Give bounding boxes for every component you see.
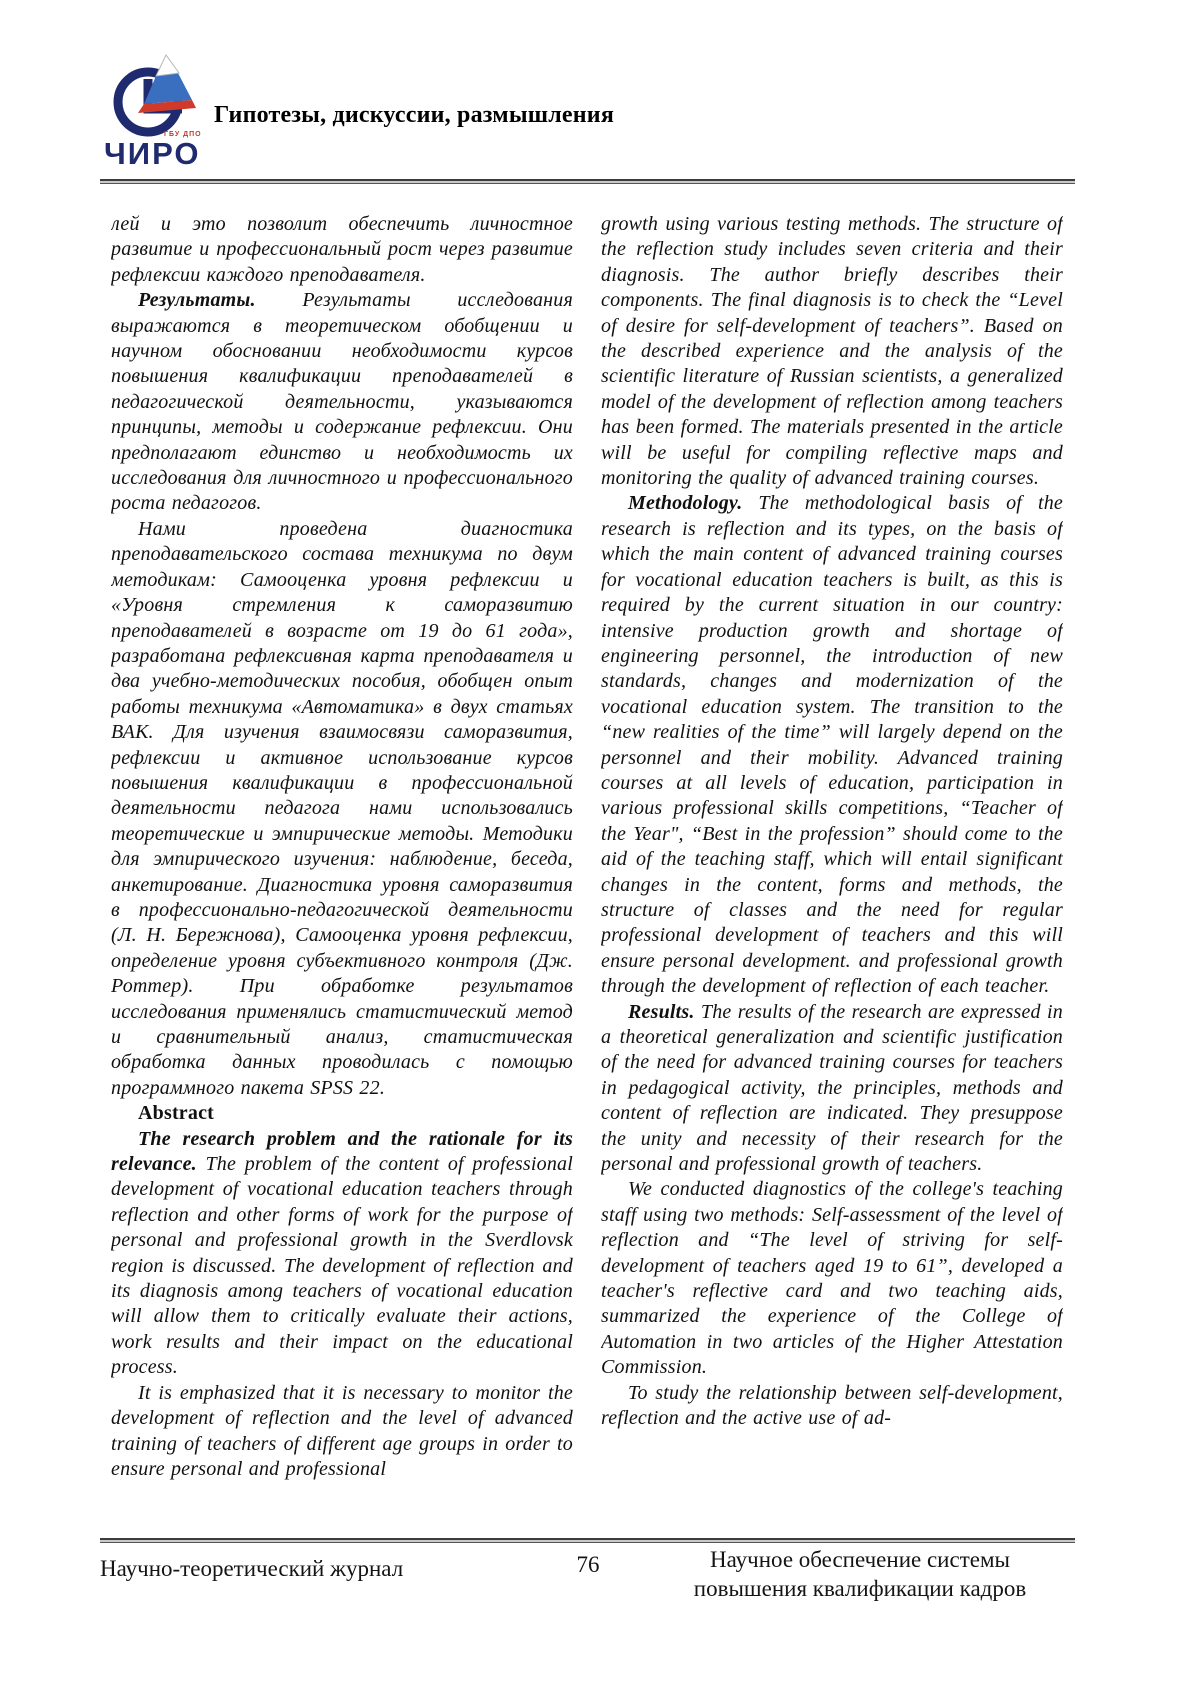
paragraph-lead: Results. bbox=[628, 1000, 701, 1023]
footer-rule bbox=[100, 1538, 1075, 1543]
column-left bbox=[111, 212, 573, 1512]
paragraph: Результаты. Результаты исследования выражаются в теоретическом обобщении и научном обосновании необходимости курсов повышения квалификации преподавателей в педагогической деятельности, указываются принципы, методы и содержание рефлексии. Они предполагают единство и необходимость их исследования для личностного и профессионального роста педагогов. bbox=[111, 289, 573, 515]
paragraph: To study the relationship between self-development, reflection and the active use of ad- bbox=[601, 1381, 1063, 1430]
paragraph-lead: Methodology. bbox=[628, 492, 759, 515]
abstract-heading: Abstract bbox=[138, 1102, 215, 1125]
section-title: Гипотезы, дискуссии, размышления bbox=[214, 102, 615, 128]
column-right bbox=[601, 212, 1063, 1512]
footer-issue-title bbox=[670, 1545, 1050, 1603]
page-number: 76 bbox=[576, 1552, 600, 1577]
paragraph: The research problem and the rationale for its relevance. The problem of the content of professional development of vocational education teachers through reflection and other forms of work for the purpose of personal and professional growth in the Sverdlovsk region is discussed. The development of reflection and its diagnosis among teachers of vocational education will allow them to critically evaluate their actions, work results and their impact on the educational process. bbox=[111, 1127, 573, 1379]
paragraph: Нами проведена диагностика преподавательского состава техникума по двум методикам: Самооценка уровня рефлексии и «Уровня стремления к саморазвитию преподавателей в возрасте от 19 до 61 года», разработана рефлексивная карта преподавателя и два учебно-методических пособия, обобщен опыт работы техникума «Автоматика» в двух статьях ВАК. Для изучения взаимосвязи саморазвития, рефлексии и активное использование курсов повышения квалификации в профессиональной деятельности педагога нами использовались теоретические и эмпирические методы. Методики для эмпирического изучения: наблюдение, беседа, анкетирование. Диагностика уровня саморазвития в профессионально-педагогической деятельности (Л. Н. Бережнова), Самооценка уровня рефлексии, определение уровня субъективного контроля (Дж. Роттер). При обработке результатов исследования применялись статистический метод и сравнительный анализ, статистическая обработка данных проводилась с помощью программного пакета SPSS 22. bbox=[111, 517, 573, 1099]
logo-org: ЧИРО bbox=[104, 136, 201, 168]
footer-issue-title-line2: повышения квалификации кадров bbox=[693, 1576, 1027, 1601]
paragraph: growth using various testing methods. The structure of the reflection study includes seven criteria and their diagnosis. The author briefly describes their components. The final diagnosis is to check the “Level of desire for self-development of teachers”. Based on the described experience and the analysis of the scientific literature of Russian scientists, a generalized model of the development of reflection among teachers has been formed. The materials presented in the article will be useful for compiling reflective maps and monitoring the quality of advanced training courses. bbox=[601, 213, 1063, 490]
paragraph-lead: The research problem and the rationale for its relevance. bbox=[111, 1127, 573, 1176]
paragraph: Methodology. The methodological basis of the research is reflection and its types, on the basis of which the main content of advanced training courses for vocational education teachers is built, as this is required by the current situation in our country: intensive production growth and shortage of engineering personnel, the introduction of new standards, changes and modernization of the vocational education system. The transition to the “new realities of the time” will largely depend on the personnel and their mobility. Advanced training courses at all levels of education, participation in various professional skills competitions, “Teacher of the Year", “Best in the profession” should come to the aid of the teaching staff, which will entail significant changes in the content, forms and methods, the structure of classes and the need for regular professional development of teachers and this will ensure personal development. and professional growth through the development of reflection of each teacher. bbox=[601, 492, 1063, 998]
logo-org-small: ГБУ ДПО bbox=[164, 131, 202, 138]
paragraph: Results. The results of the research are expressed in a theoretical generalization and scientific justification of the need for advanced training courses for teachers in pedagogical activity, the principles, methods and content of reflection are indicated. They presuppose the unity and necessity of their research for the personal and professional growth of teachers. bbox=[601, 1000, 1063, 1176]
footer-journal-name: Научно-теоретический журнал bbox=[100, 1556, 404, 1581]
paragraph-lead: Результаты. bbox=[138, 289, 303, 312]
article-body bbox=[111, 212, 1063, 1512]
paragraph: лей и это позволит обеспечить личностное развитие и профессиональный рост через развитие рефлексии каждого преподавателя. bbox=[111, 213, 573, 286]
logo-sail-blue bbox=[144, 73, 192, 104]
paragraph: We conducted diagnostics of the college's teaching staff using two methods: Self-assessment of the level of reflection and “The level of striving for self-development of teachers aged 19 to 61”, developed a teacher's reflective card and two teaching aids, summarized the experience of the College of Automation in two articles of the Higher Attestation Commission. bbox=[601, 1178, 1063, 1379]
header-rule bbox=[100, 179, 1075, 184]
paragraph: It is emphasized that it is necessary to monitor the development of reflection and the level of advanced training of teachers of different age groups in order to ensure personal and professional bbox=[111, 1381, 573, 1480]
chiro-logo-icon bbox=[102, 52, 206, 168]
logo-sail-white bbox=[156, 55, 179, 76]
footer-issue-title-line1: Научное обеспечение системы bbox=[710, 1547, 1010, 1572]
